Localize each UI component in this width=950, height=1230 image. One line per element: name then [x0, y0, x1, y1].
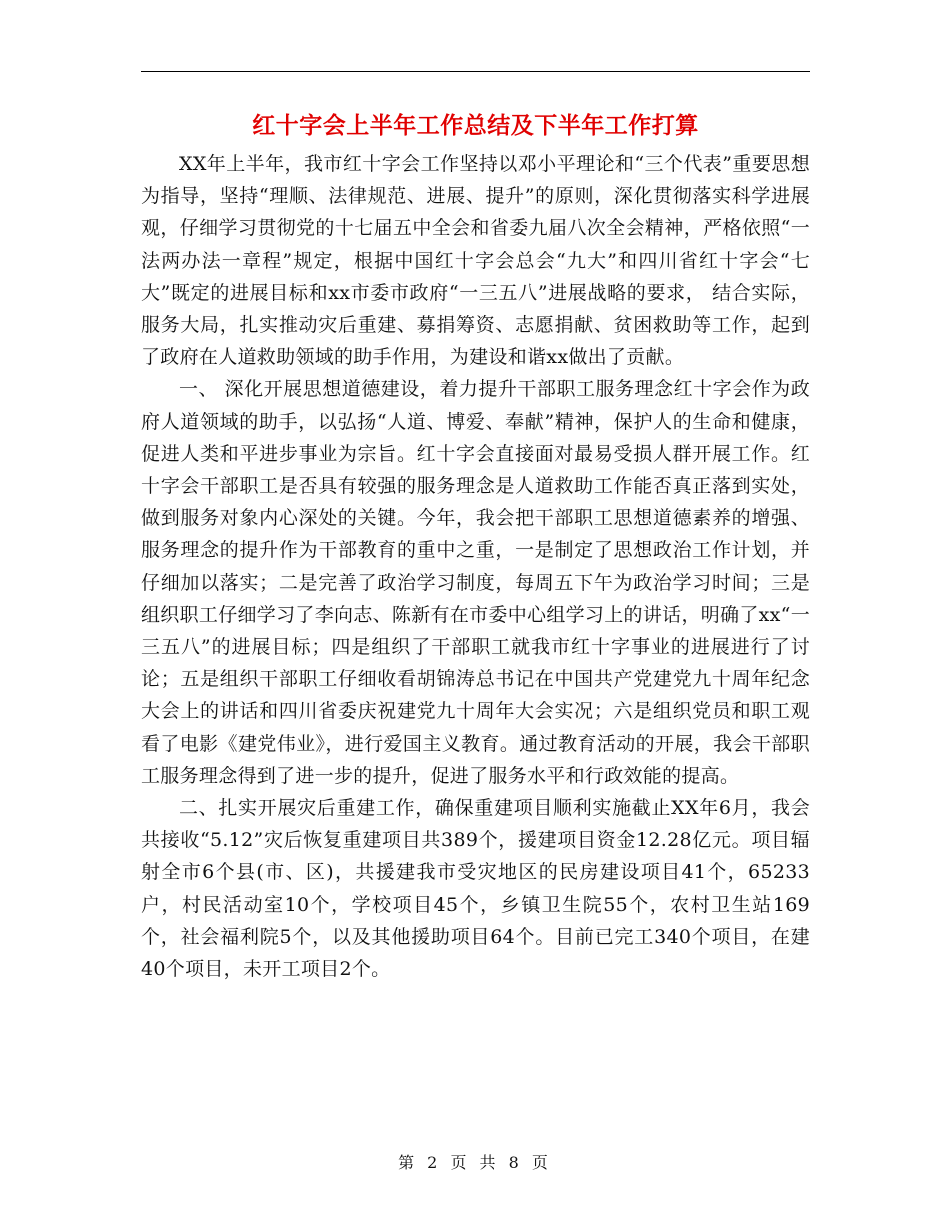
document-body [141, 148, 810, 985]
header-rule [141, 71, 810, 72]
paragraph-section-one: 一、 深化开展思想道德建设，着力提升干部职工服务理念红十字会作为政府人道领域的助手，以弘扬“人道、博爱、奉献”精神，保护人的生命和健康，促进人类和平进步事业为宗旨。红十字会直接面对最易受损人群开展工作。红十字会干部职工是否具有较强的服务理念是人道救助工作能否真正落到实处，做到服务对象内心深处的关键。今年，我会把干部职工思想道德素养的增强、服务理念的提升作为干部教育的重中之重，一是制定了思想政治工作计划，并仔细加以落实；二是完善了政治学习制度，每周五下午为政治学习时间；三是组织职工仔细学习了李向志、陈新有在市委中心组学习上的讲话，明确了xx“一三五八”的进展目标；四是组织了干部职工就我市红十字事业的进展进行了讨论；五是组织干部职工仔细收看胡锦涛总书记在中国共产党建党九十周年纪念大会上的讲话和四川省委庆祝建党九十周年大会实况；六是组织党员和职工观看了电影《建党伟业》，进行爱国主义教育。通过教育活动的开展，我会干部职工服务理念得到了进一步的提升，促进了服务水平和行政效能的提高。 [141, 378, 810, 787]
document-title: 红十字会上半年工作总结及下半年工作打算 [252, 113, 699, 139]
page-number: 第 2 页 共 8 页 [398, 1153, 552, 1172]
paragraph-intro: XX年上半年，我市红十字会工作坚持以邓小平理论和“三个代表”重要思想为指导，坚持“理顺、法律规范、进展、提升”的原则，深化贯彻落实科学进展观，仔细学习贯彻党的十七届五中全会和省委九届八次全会精神，严格依照“一法两办法一章程”规定，根据中国红十字会总会“九大”和四川省红十字会“七大”既定的进展目标和xx市委市政府“一三五八”进展战略的要求， 结合实际，服务大局，扎实推动灾后重建、募捐筹资、志愿捐献、贫困救助等工作，起到了政府在人道救助领域的助手作用，为建设和谐xx做出了贡献。 [141, 153, 810, 369]
paragraph-section-two: 二、扎实开展灾后重建工作，确保重建项目顺利实施截止XX年6月，我会共接收“5.12”灾后恢复重建项目共389个，援建项目资金12.28亿元。项目辐射全市6个县(市、区)，共援建我市受灾地区的民房建设项目41个，65233户，村民活动室10个，学校项目45个，乡镇卫生院55个，农村卫生站169个，社会福利院5个，以及其他援助项目64个。目前已完工340个项目，在建40个项目，未开工项目2个。 [141, 797, 810, 981]
